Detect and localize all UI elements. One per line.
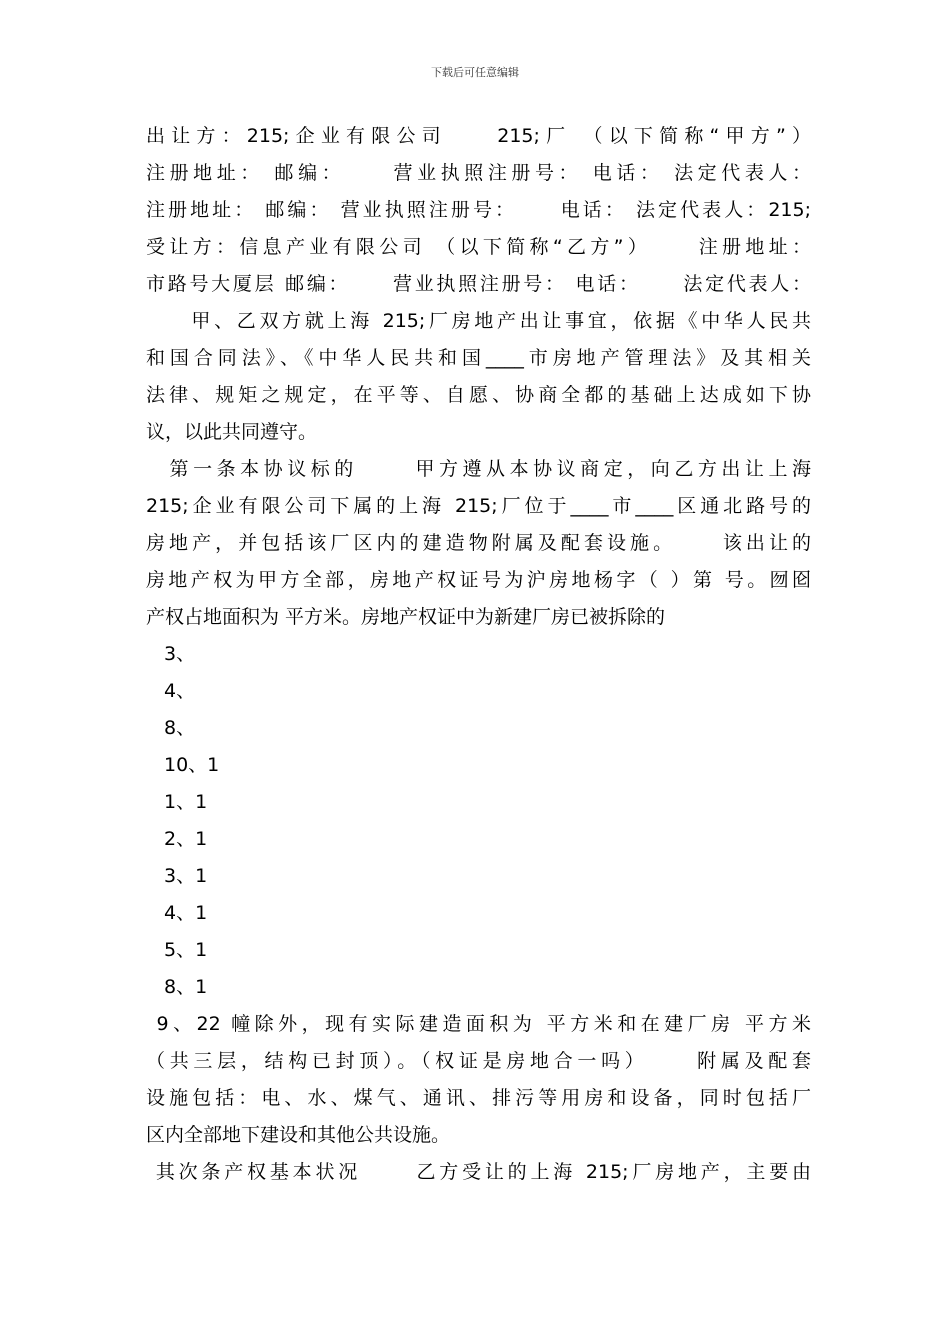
- list-item: 8、: [164, 717, 196, 739]
- text-line: 房地产权为甲方全部，房地产权证号为沪房地杨字（ ）第 号。囫囵: [146, 569, 811, 591]
- document-body: [146, 118, 811, 1191]
- text-line: 和国合同法》、《中华人民共和国____市房地产管理法》及其相关: [146, 347, 811, 369]
- text-line: 甲、乙双方就上海 215;厂房地产出让事宜，依据《中华人民共: [146, 310, 811, 332]
- text-line: 第一条本协议标的 甲方遵从本协议商定，向乙方出让上海: [146, 458, 811, 480]
- text-line: 议，以此共同遵守。: [146, 421, 318, 443]
- list-item: 5、1: [164, 939, 208, 961]
- text-line: 设施包括：电、水、煤气、通讯、排污等用房和设备，同时包括厂: [146, 1087, 811, 1109]
- text-line: 市路号大厦层 邮编： 营业执照注册号： 电话： 法定代表人：: [146, 273, 811, 295]
- list-item: 3、: [164, 643, 196, 665]
- text-line: 注册地址： 邮编： 营业执照注册号： 电话： 法定代表人：215;: [146, 199, 811, 221]
- text-line: 9、22 幢除外，现有实际建造面积为 平方米和在建厂房 平方米: [146, 1013, 811, 1035]
- list-item: 8、1: [164, 976, 208, 998]
- text-line: 注册地址： 邮编： 营业执照注册号： 电话： 法定代表人：: [146, 162, 811, 184]
- text-line: 法律、规矩之规定，在平等、自愿、协商全都的基础上达成如下协: [146, 384, 811, 406]
- page-header: 下载后可任意编辑: [431, 66, 519, 79]
- text-line: 房地产，并包括该厂区内的建造物附属及配套设施。 该出让的: [146, 532, 811, 554]
- list-item: 1、1: [164, 791, 208, 813]
- list-item: 10、1: [164, 754, 220, 776]
- list-item: 2、1: [164, 828, 208, 850]
- list-item: 3、1: [164, 865, 208, 887]
- text-line: 出让方：215;企业有限公司 215;厂 （以下简称“甲方”）: [146, 125, 811, 147]
- list-item: 4、1: [164, 902, 208, 924]
- text-line: 215;企业有限公司下属的上海 215;厂位于____市____区通北路号的: [146, 495, 811, 517]
- text-line: （共三层，结构已封顶）。（权证是房地合一吗） 附属及配套: [146, 1050, 811, 1072]
- text-line: 其次条产权基本状况 乙方受让的上海 215;厂房地产，主要由: [146, 1161, 811, 1183]
- text-line: 受让方：信息产业有限公司 （以下简称“乙方”） 注册地址：: [146, 236, 811, 258]
- text-line: 区内全部地下建设和其他公共设施。: [146, 1124, 451, 1146]
- list-item: 4、: [164, 680, 196, 702]
- text-line: 产权占地面积为 平方米。房地产权证中为新建厂房已被拆除的: [146, 606, 666, 628]
